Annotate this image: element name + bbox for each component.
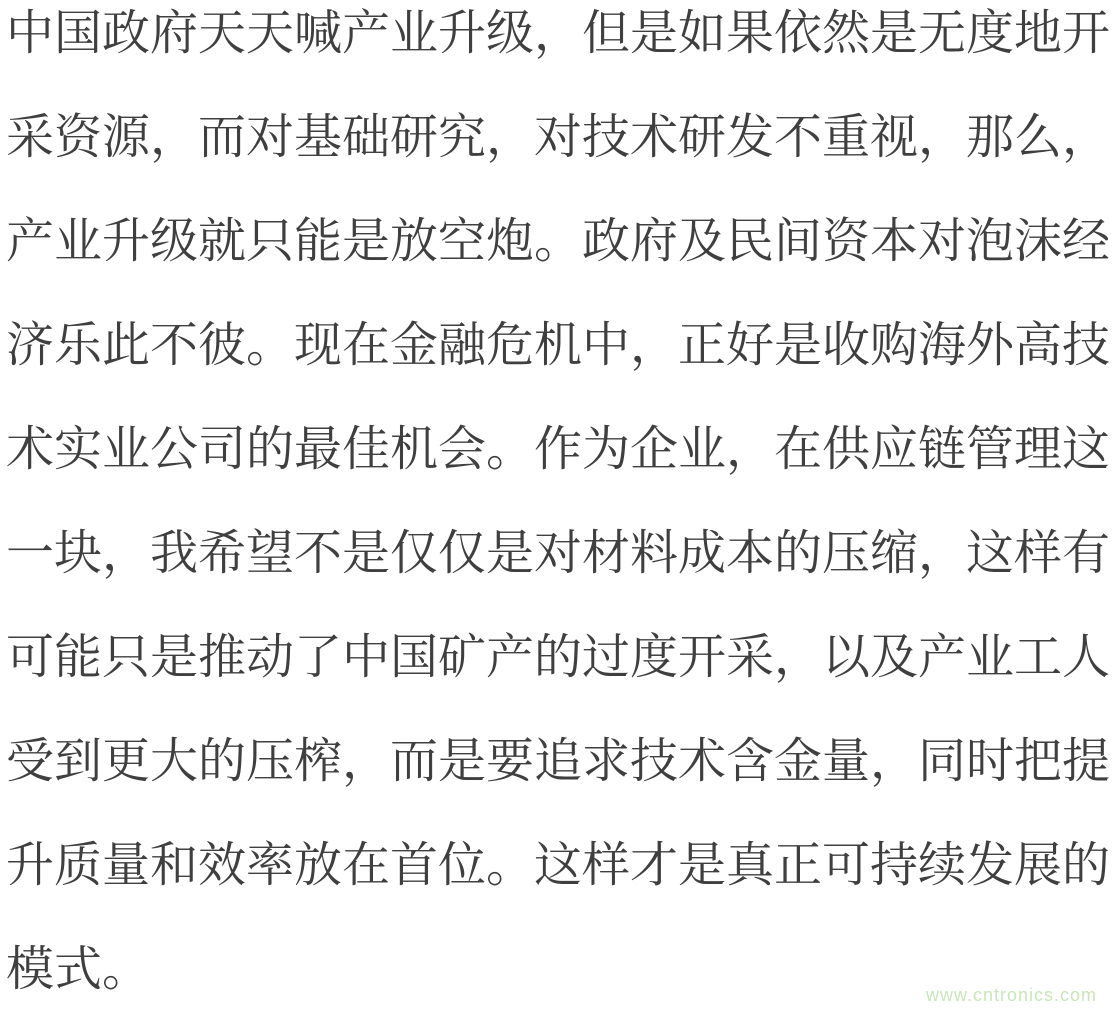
- text-line: 中国政府天天喊产业升级，但是如果依然是无度地开: [6, 7, 1111, 60]
- text-line: 术实业公司的最佳机会。作为企业，在供应链管理这: [6, 423, 1111, 476]
- text-line: 济乐此不彼。现在金融危机中，正好是收购海外高技: [6, 319, 1111, 372]
- text-line: 采资源，而对基础研究，对技术研发不重视，那么，: [6, 111, 1111, 164]
- text-line: 可能只是推动了中国矿产的过度开采，以及产业工人: [6, 631, 1111, 684]
- text-line: 升质量和效率放在首位。这样才是真正可持续发展的: [6, 839, 1111, 892]
- text-line: 模式。: [6, 943, 151, 996]
- text-line: 受到更大的压榨，而是要追求技术含金量，同时把提: [6, 735, 1111, 788]
- site-watermark: www.cntronics.com: [925, 985, 1097, 1005]
- text-line: 产业升级就只能是放空炮。政府及民间资本对泡沫经: [6, 215, 1111, 268]
- article-text-block: [6, 0, 1116, 1022]
- text-line: 一块，我希望不是仅仅是对材料成本的压缩，这样有: [6, 527, 1111, 580]
